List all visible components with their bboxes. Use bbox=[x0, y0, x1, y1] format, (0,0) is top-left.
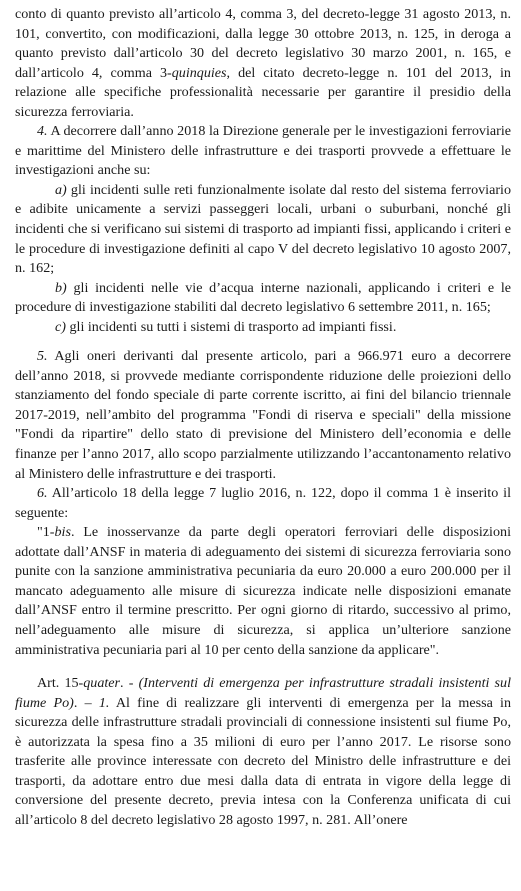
text-run: "1- bbox=[37, 524, 55, 541]
quoted-paragraph-1-bis bbox=[15, 523, 511, 660]
article-15-quater bbox=[15, 674, 511, 830]
text-run: Art. 15- bbox=[37, 675, 84, 692]
list-item-a bbox=[15, 181, 511, 279]
italic-text-run: 1. bbox=[98, 694, 110, 711]
text-run: . Le inosservanze da parte degli operatori ferroviari delle disposizioni adottate dall’ANSF in materia di adeguamento dei sistemi di sicurezza ferroviaria sono punite con la sanzione amministrativa pecuniaria da euro 20.000 a euro 200.000 per il mancato adeguamento alle misure di sicurezza indicate nelle disposizioni emanate dall’ANSF entro il termine prescritto. Per ogni giorno di ritardo, successivo al primo, nell’adeguamento alle misure di sicurezza, si applica un’ulteriore sanzione amministrativa pecuniaria pari al 10 per cento della sanzione da applicare". bbox=[15, 524, 511, 658]
text-run: All’articolo 18 della legge 7 luglio 2016, n. 122, dopo il comma 1 è inserito il seguente: bbox=[15, 485, 511, 521]
italic-text-run: quinquies bbox=[171, 64, 227, 81]
italic-text-run: b) bbox=[55, 279, 67, 296]
italic-text-run: quater bbox=[83, 675, 121, 692]
text-run: gli incidenti sulle reti funzionalmente isolate dal resto del sistema ferroviario e adibite unicamente a servizi passeggeri locali, urbani o suburbani, nonché gli incidenti che si verificano sui sistemi di trasporto ad impianti fissi, applicando i criteri e le procedure di investigazione definiti al capo V del decreto legislativo 10 agosto 2007, n. 162; bbox=[15, 181, 511, 277]
italic-text-run: (Interventi di emergenza per infrastrutture stradali insistenti sul fiume Po) bbox=[15, 675, 511, 711]
text-run: , del citato decreto-legge n. 101 del 2013, in relazione alle specifiche professionalità necessarie per garantire il presidio della sicurezza ferroviaria. bbox=[15, 64, 511, 120]
italic-text-run: c) bbox=[55, 318, 66, 335]
italic-text-run: 6. bbox=[37, 485, 48, 502]
text-run: Agli oneri derivanti dal presente articolo, pari a 966.971 euro a decorrere dell’anno 2018, si provvede mediante corrispondente riduzione delle proiezioni dello stanziamento del fondo speciale di parte corrente iscritto, ai fini del bilancio triennale 2017-2019, nell’ambito del programma "Fondi di riserva e speciali" della missione "Fondi da ripartire" dello stato di previsione del Ministero dell’economia e delle finanze per l’anno 2017, allo scopo parzialmente utilizzando l’accantonamento relativo al Ministero delle infrastrutture e dei trasporti. bbox=[15, 348, 511, 482]
text-run: . - bbox=[120, 675, 139, 692]
italic-text-run: 5. bbox=[37, 348, 48, 365]
text-run: conto di quanto previsto all’articolo 4, comma 3, del decreto-legge 31 agosto 2013, n. 101, convertito, con modificazioni, dalla legge 30 ottobre 2013, n. 125, in deroga a quanto previsto dall’articolo 30 del decreto legislativo 30 marzo 2001, n. 165, e dall’articolo 4, comma 3- bbox=[15, 6, 511, 81]
text-run: gli incidenti su tutti i sistemi di trasporto ad impianti fissi. bbox=[65, 318, 397, 335]
italic-text-run: a) bbox=[55, 181, 67, 198]
list-item-b bbox=[15, 279, 511, 318]
list-item-c bbox=[15, 318, 511, 338]
paragraph-comma-6 bbox=[15, 484, 511, 523]
text-run: A decorrere dall’anno 2018 la Direzione generale per le investigazioni ferroviarie e marittime del Ministero delle infrastrutture e dei trasporti provvede a effettuare le investigazioni anche su: bbox=[15, 123, 511, 179]
italic-text-run: bis bbox=[54, 524, 71, 541]
paragraph-continuation bbox=[15, 5, 511, 122]
text-run: gli incidenti nelle vie d’acqua interne nazionali, applicando i criteri e le procedure di investigazione stabiliti dal decreto legislativo 6 settembre 2011, n. 165; bbox=[15, 279, 511, 316]
paragraph-comma-4 bbox=[15, 122, 511, 181]
paragraph-comma-5 bbox=[15, 347, 511, 484]
text-run: . – bbox=[73, 694, 99, 711]
italic-text-run: 4. bbox=[37, 123, 48, 140]
text-run: Al fine di realizzare gli interventi di emergenza per la messa in sicurezza delle infrastrutture stradali provinciali di connessione insistenti sul fiume Po, è autorizzata la spesa fino a 35 milioni di euro per l’anno 2017. Le risorse sono trasferite alle province interessate con decreto del Ministro delle infrastrutture e dei trasporti, da adottare entro due mesi dalla data di entrata in vigore della legge di conversione del presente decreto, previa intesa con la Conferenza unificata di cui all’articolo 8 del decreto legislativo 28 agosto 1997, n. 281. All’onere bbox=[15, 694, 512, 828]
